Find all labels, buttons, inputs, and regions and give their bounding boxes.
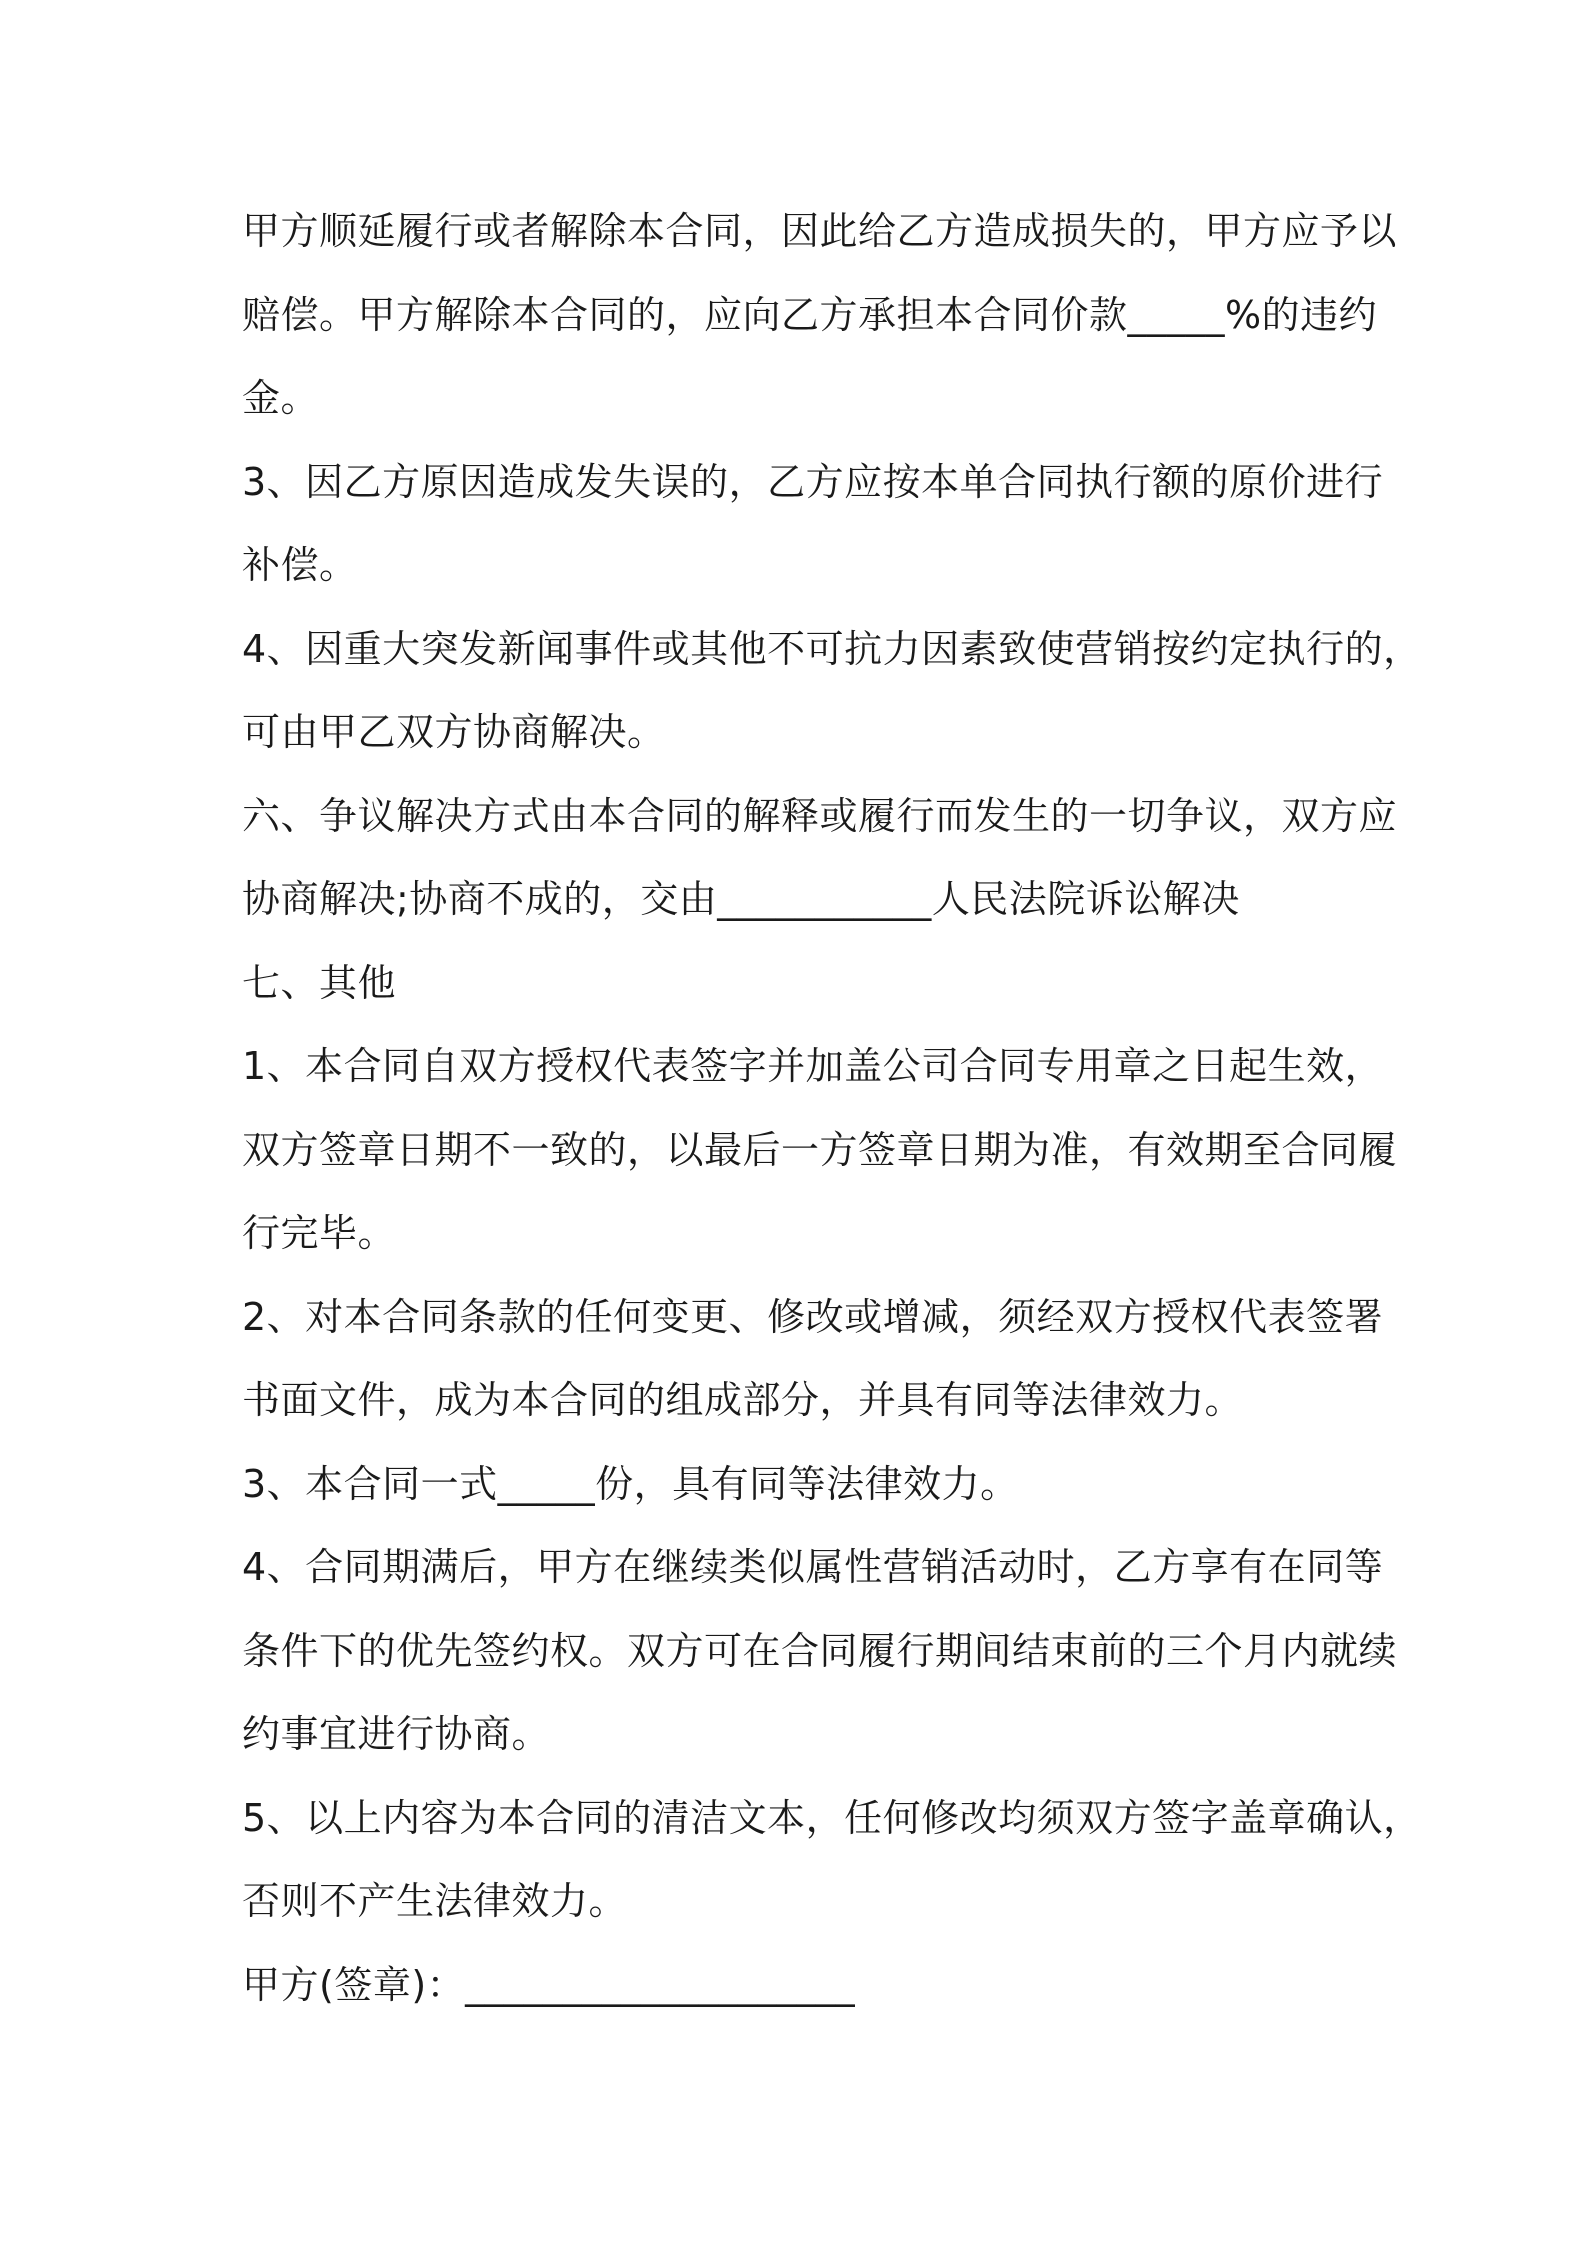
body-line: 4、合同期满后，甲方在继续类似属性营销活动时，乙方享有在同等: [242, 1545, 1384, 1589]
body-line: 约事宜进行协商。: [242, 1712, 551, 1756]
body-line: 否则不产生法律效力。: [242, 1879, 628, 1923]
body-line: 条件下的优先签约权。双方可在合同履行期间结束前的三个月内就续: [242, 1628, 1398, 1673]
body-line: 5、以上内容为本合同的清洁文本，任何修改均须双方签字盖章确认，: [242, 1795, 1422, 1840]
body-line: 2、对本合同条款的任何变更、修改或增减，须经双方授权代表签署: [242, 1294, 1384, 1339]
signature-line-party-a: 甲方(签章)：____________________: [242, 1962, 856, 2007]
body-line: 书面文件，成为本合同的组成部分，并具有同等法律效力。: [242, 1378, 1244, 1422]
body-line: 可由甲乙双方协商解决。: [242, 710, 666, 754]
body-line: 甲方顺延履行或者解除本合同，因此给乙方造成损失的，甲方应予以: [242, 209, 1398, 253]
body-line: 4、因重大突发新闻事件或其他不可抗力因素致使营销按约定执行的，: [242, 626, 1422, 671]
body-line: 3、因乙方原因造成发失误的，乙方应按本单合同执行额的原价进行: [242, 459, 1384, 504]
document-body: [242, 190, 1422, 2027]
body-line: 双方签章日期不一致的，以最后一方签章日期为准，有效期至合同履: [242, 1127, 1398, 1172]
body-line: 行完毕。: [242, 1211, 397, 1255]
section-heading-other: 七、其他: [242, 960, 397, 1005]
body-line: 金。: [242, 376, 320, 420]
body-line: 1、本合同自双方授权代表签字并加盖公司合同专用章之日起生效，: [242, 1044, 1384, 1088]
body-line: 协商解决;协商不成的，交由___________人民法院诉讼解决: [242, 877, 1240, 921]
section-heading-dispute: 六、争议解决方式由本合同的解释或履行而发生的一切争议，双方应: [242, 793, 1398, 838]
body-line: 赔偿。甲方解除本合同的，应向乙方承担本合同价款_____%的违约: [242, 292, 1378, 337]
body-line: 3、本合同一式_____份，具有同等法律效力。: [242, 1461, 1019, 1506]
body-line: 补偿。: [242, 543, 358, 587]
